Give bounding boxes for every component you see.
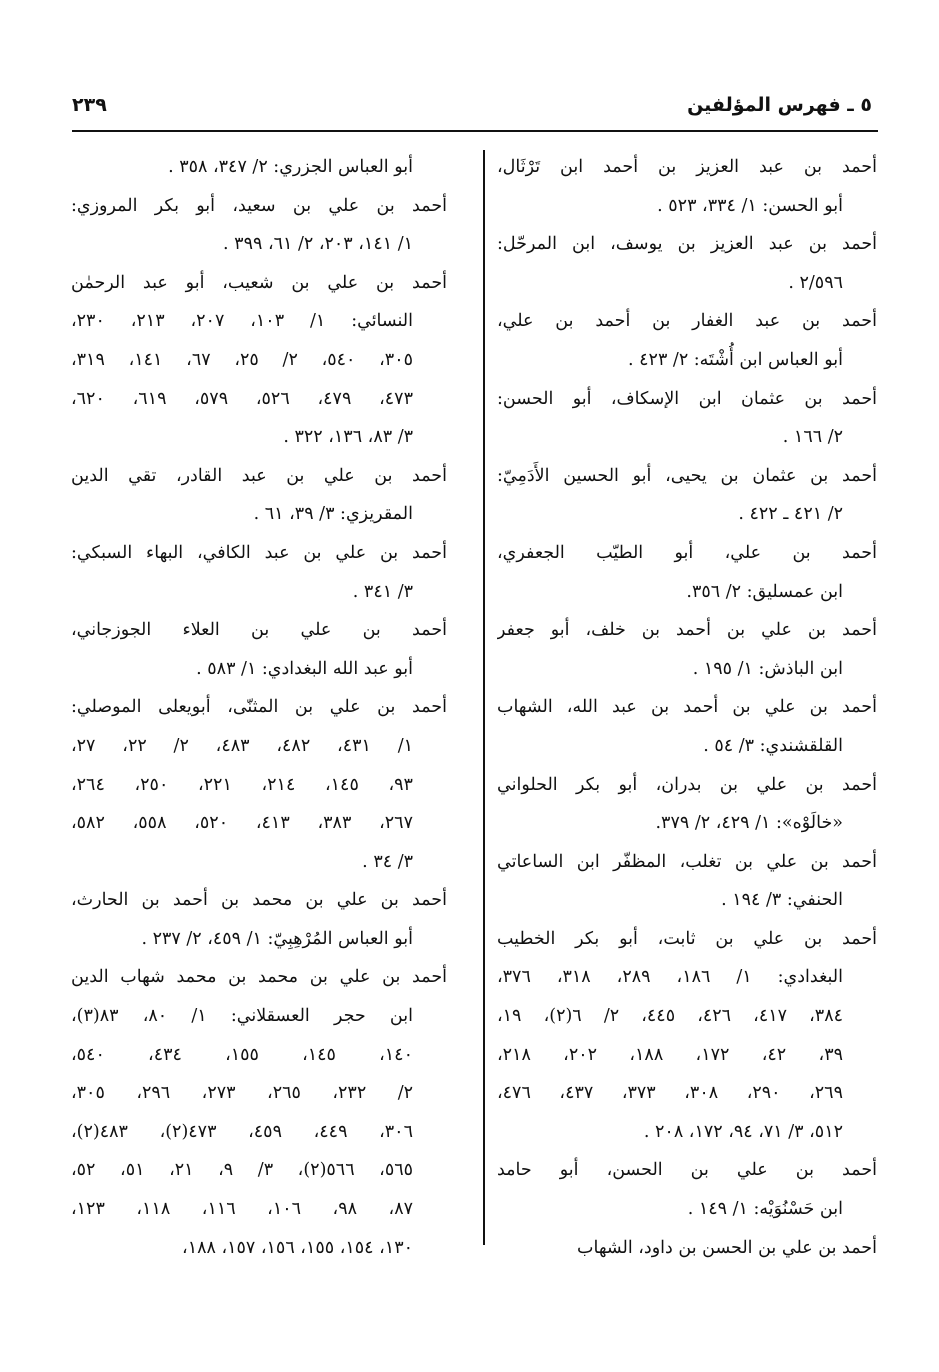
- entry-continuation-line: القلقشندي: ٣/ ٥٤ .: [703, 735, 843, 756]
- entry-continuation-line: ٢٦٩، ٢٩٠، ٣٠٨، ٣٧٣، ٤٣٧، ٤٧٦،: [497, 1083, 843, 1104]
- entry-continuation-line: ٩٣، ١٤٥، ٢١٤، ٢٢١، ٢٥٠، ٢٦٤،: [71, 774, 413, 795]
- index-entry: [71, 688, 447, 881]
- index-entry: [497, 225, 877, 302]
- entry-heading-line: أحمد بن علي بن عبد الكافي، البهاء السبكي:: [71, 542, 447, 563]
- entry-continuation-line: أبو الحسن: ١/ ٣٣٤، ٥٢٣ .: [657, 195, 843, 216]
- index-entry: [497, 1229, 877, 1268]
- index-entry: [497, 380, 877, 457]
- entry-heading-line: أحمد بن عبد العزيز بن يوسف، ابن المرحّل:: [497, 234, 877, 255]
- page-header: [72, 94, 872, 130]
- header-rule: [72, 130, 878, 132]
- page-number: ٢٣٩: [72, 94, 107, 116]
- entry-heading-line: أحمد بن علي بن سعيد، أبو بكر المروزي:: [71, 195, 447, 216]
- entry-heading-line: أحمد بن علي بن عبد القادر، تقي الدين: [71, 465, 447, 486]
- index-entry: [497, 148, 877, 225]
- entry-heading-line: أحمد بن علي بن العلاء الجوزجاني،: [71, 620, 447, 641]
- entry-continuation-line: ٣٠٦، ٤٤٩، ٤٥٩، ٤٧٣(٢)، ٤٨٣(٢)،: [71, 1121, 413, 1142]
- entry-heading-line: أحمد بن علي بن بدران، أبو بكر الحلواني: [497, 774, 877, 795]
- index-entry: [497, 1151, 877, 1228]
- entry-continuation-line: ٨٧، ٩٨، ١٠٦، ١١٦، ١١٨، ١٢٣،: [71, 1199, 414, 1220]
- index-entry: [497, 688, 877, 765]
- index-entry: [71, 881, 447, 958]
- index-entry: [497, 611, 877, 688]
- column-divider: [483, 150, 485, 1245]
- entry-heading-line: أحمد بن علي بن ثابت، أبو بكر الخطيب: [497, 928, 877, 949]
- entry-continuation-line: ٢٦٧، ٣٨٣، ٤١٣، ٥٢٠، ٥٥٨، ٥٨٢،: [71, 813, 413, 834]
- entry-continuation-line: الحنفي: ٣/ ١٩٤ .: [721, 890, 843, 911]
- entry-heading-line: أحمد بن علي، أبو الطيّب الجعفري،: [497, 542, 877, 563]
- entry-continuation-line: ٣٠٥، ٥٤٠، ٢/ ٢٥، ٦٧، ١٤١، ٣١٩،: [71, 349, 413, 370]
- entry-heading-line: أحمد بن علي بن أحمد بن عبد الله، الشهاب: [497, 697, 877, 718]
- entry-heading-line: أحمد بن علي بن محمد بن محمد شهاب الدين: [71, 967, 447, 988]
- entry-heading-line: أحمد بن علي بن الحسن، أبو حامد: [497, 1160, 877, 1181]
- index-entry: [71, 457, 447, 534]
- entry-continuation-line: ١/ ٤٣١، ٤٨٢، ٤٨٣، ٢/ ٢٢، ٢٧،: [71, 735, 414, 756]
- entry-continuation-line: ٣٩، ٤٢، ١٧٢، ١٨٨، ٢٠٢، ٢١٨،: [497, 1044, 844, 1065]
- index-entry: [71, 534, 447, 611]
- entry-continuation-line: ٥٦٥، ٥٦٦(٢)، ٣/ ٩، ٢١، ٥١، ٥٢،: [71, 1160, 414, 1181]
- entry-continuation-line: أبو العباس الجزري: ٢/ ٣٤٧، ٣٥٨ .: [168, 157, 413, 177]
- index-entry: [71, 611, 447, 688]
- entry-heading-line: أحمد بن عبد العزيز بن أحمد ابن تَرْثَال،: [497, 157, 877, 177]
- entry-continuation-line: ٣/ ٣٤١ .: [352, 581, 413, 602]
- entry-heading-line: أحمد بن عثمان بن يحيى، أبو الحسين الأَدَمِيّ:: [497, 465, 877, 486]
- entry-continuation-line: ١٣٠، ١٥٤، ١٥٥، ١٥٦، ١٥٧، ١٨٨،: [182, 1237, 413, 1258]
- index-entry: [71, 148, 447, 187]
- entry-continuation-line: ٢/ ٢٣٢، ٢٦٥، ٢٧٣، ٢٩٦، ٣٠٥،: [71, 1083, 414, 1104]
- index-entry: [497, 534, 877, 611]
- entry-continuation-line: ٢/٥٩٦ .: [788, 272, 843, 293]
- entry-heading-line: أحمد بن علي بن أحمد بن خلف، أبو جعفر: [497, 620, 877, 641]
- index-entry: [497, 457, 877, 534]
- entry-continuation-line: ١/ ١٤١، ٢٠٣، ٢/ ٦١، ٣٩٩ .: [223, 234, 413, 255]
- entry-heading-line: أحمد بن علي بن تغلب، المظفّر ابن الساعاتي: [497, 851, 877, 872]
- entry-continuation-line: ٣/ ٣٤ .: [362, 851, 413, 872]
- entry-continuation-line: ٥١٢، ٣/ ٧١، ٩٤، ١٧٢، ٢٠٨ .: [643, 1121, 843, 1142]
- index-column-left: [71, 148, 447, 1267]
- entry-continuation-line: أبو عبد الله البغدادي: ١/ ٥٨٣ .: [196, 658, 413, 679]
- index-entry: [71, 187, 447, 264]
- entry-continuation-line: ابن عمسليق: ٢/ ٣٥٦.: [686, 581, 843, 602]
- entry-continuation-line: ابن حجر العسقلاني: ١/ ٨٠، ٨٣(٣)،: [71, 1006, 413, 1027]
- index-entry: [71, 264, 447, 457]
- index-entry: [497, 766, 877, 843]
- entry-continuation-line: ابن حَسْنُوَيْه: ١/ ١٤٩ .: [687, 1199, 843, 1220]
- entry-continuation-line: أبو العباس ابن أُشْتَه: ٢/ ٤٢٣ .: [628, 349, 843, 370]
- running-title: ٥ ـ فهرس المؤلفين: [687, 94, 872, 116]
- entry-heading-line: أحمد بن علي بن شعيب، أبو عبد الرحمٰن: [71, 272, 447, 293]
- entry-heading-line: أحمد بن علي بن المثنّى، أبويعلى الموصلي:: [71, 697, 447, 718]
- entry-continuation-line: ١٤٠، ١٤٥، ١٥٥، ٤٣٤، ٥٤٠،: [71, 1044, 413, 1065]
- entry-continuation-line: ٣٨٤، ٤١٧، ٤٢٦، ٤٤٥، ٢/ ٦(٢)، ١٩،: [497, 1006, 843, 1027]
- index-entry: [497, 843, 877, 920]
- entry-continuation-line: ابن الباذش: ١/ ١٩٥ .: [692, 658, 843, 679]
- entry-continuation-line: ٤٧٣، ٤٧٩، ٥٢٦، ٥٧٩، ٦١٩، ٦٢٠،: [71, 388, 413, 409]
- index-entry: [497, 302, 877, 379]
- entry-continuation-line: أبو العباس المُرْهِبِيّ: ١/ ٤٥٩، ٢/ ٢٣٧ .: [141, 928, 413, 949]
- entry-heading-line: أحمد بن عبد الغفار بن أحمد بن علي،: [497, 311, 877, 332]
- entry-heading-line: أحمد بن عثمان ابن الإسكاف، أبو الحسن:: [497, 388, 877, 409]
- entry-continuation-line: البغدادي: ١/ ١٨٦، ٢٨٩، ٣١٨، ٣٧٦،: [497, 967, 844, 988]
- index-entry: [497, 920, 877, 1152]
- index-entry: [71, 958, 447, 1267]
- entry-continuation-line: ٢/ ٤٢١ ـ ٤٢٢ .: [738, 504, 843, 525]
- entry-continuation-line: ٣/ ٨٣، ١٣٦، ٣٢٢ .: [283, 427, 413, 448]
- index-column-right: [497, 148, 877, 1267]
- entry-continuation-line: «خالَوْه»: ١/ ٤٢٩، ٢/ ٣٧٩.: [655, 813, 843, 834]
- entry-continuation-line: المقريزي: ٣/ ٣٩، ٦١ .: [253, 504, 413, 525]
- entry-heading-line: أحمد بن علي بن الحسن بن داود، الشهاب: [577, 1237, 877, 1258]
- entry-heading-line: أحمد بن علي بن محمد بن أحمد بن الحارث،: [71, 890, 447, 911]
- entry-continuation-line: ٢/ ١٦٦ .: [782, 427, 843, 448]
- entry-continuation-line: النسائي: ١/ ١٠٣، ٢٠٧، ٢١٣، ٢٣٠،: [71, 311, 413, 332]
